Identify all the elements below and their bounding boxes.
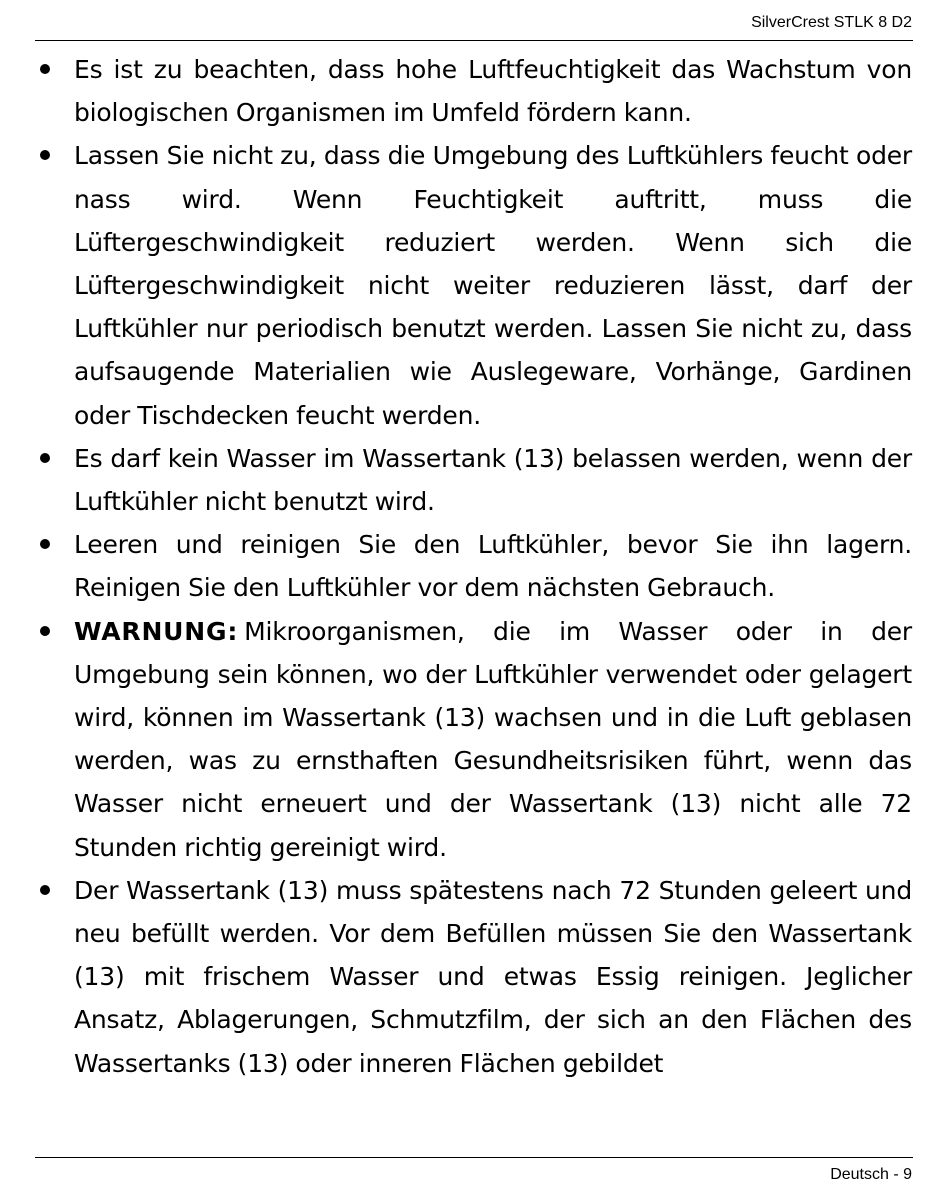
bullet-icon <box>40 539 50 549</box>
list-item <box>74 437 912 523</box>
list-item <box>74 523 912 609</box>
list-item-text: Der Wassertank (13) muss spätestens nach 72 Stunden geleert und neu befüllt werden. Vor dem Befüllen müssen Sie den Wassertank (13) mit frischem Wasser und etwas Essig reinigen. Jeglicher Ansatz, Ablagerungen, Schmutzfilm, der sich an den Flächen des Wassertanks (13) oder inneren Flächen gebildet <box>74 875 912 1078</box>
page-footer-label: Deutsch - 9 <box>830 1166 912 1183</box>
list-item-warning <box>74 610 912 869</box>
list-item <box>74 869 912 1085</box>
list-item-text: Es ist zu beachten, dass hohe Luftfeuchtigkeit das Wachstum von biologischen Organismen im Umfeld fördern kann. <box>74 55 912 128</box>
bullet-icon <box>40 885 50 895</box>
warning-label: WARNUNG: <box>74 616 239 646</box>
list-item <box>74 134 912 436</box>
list-item <box>74 48 912 134</box>
footer-divider <box>35 1157 913 1158</box>
list-item-text: Es darf kein Wasser im Wassertank (13) belassen werden, wenn der Luftkühler nicht benutzt wird. <box>74 443 912 517</box>
bullet-list <box>0 48 950 1085</box>
bullet-icon <box>40 453 50 463</box>
bullet-icon <box>40 150 50 160</box>
bullet-icon <box>40 626 50 636</box>
list-item-text: Lassen Sie nicht zu, dass die Umgebung des Luftkühlers feucht oder nass wird. Wenn Feuchtigkeit auftritt, muss die Lüftergeschwindigkeit reduziert werden. Wenn sich die Lüftergeschwindigkeit nicht weiter reduzieren lässt, darf der Luftkühler nur periodisch benutzt werden. Lassen Sie nicht zu, dass aufsaugende Materialien wie Auslegeware, Vorhänge, Gardinen oder Tischdecken feucht werden. <box>74 141 912 430</box>
page-header-title: SilverCrest STLK 8 D2 <box>751 14 912 31</box>
bullet-icon <box>40 64 50 74</box>
header-divider <box>35 40 913 41</box>
list-item-text: Leeren und reinigen Sie den Luftkühler, bevor Sie ihn lagern. Reinigen Sie den Luftkühler vor dem nächsten Gebrauch. <box>74 530 912 603</box>
list-item-text: Mikroorganismen, die im Wasser oder in der Umgebung sein können, wo der Luftkühler verwendet oder gelagert wird, können im Wassertank (13) wachsen und in die Luft geblasen werden, was zu ernsthaften Gesundheitsrisiken führt, wenn das Wasser nicht erneuert und der Wassertank (13) nicht alle 72 Stunden richtig gereinigt wird. <box>74 616 912 862</box>
